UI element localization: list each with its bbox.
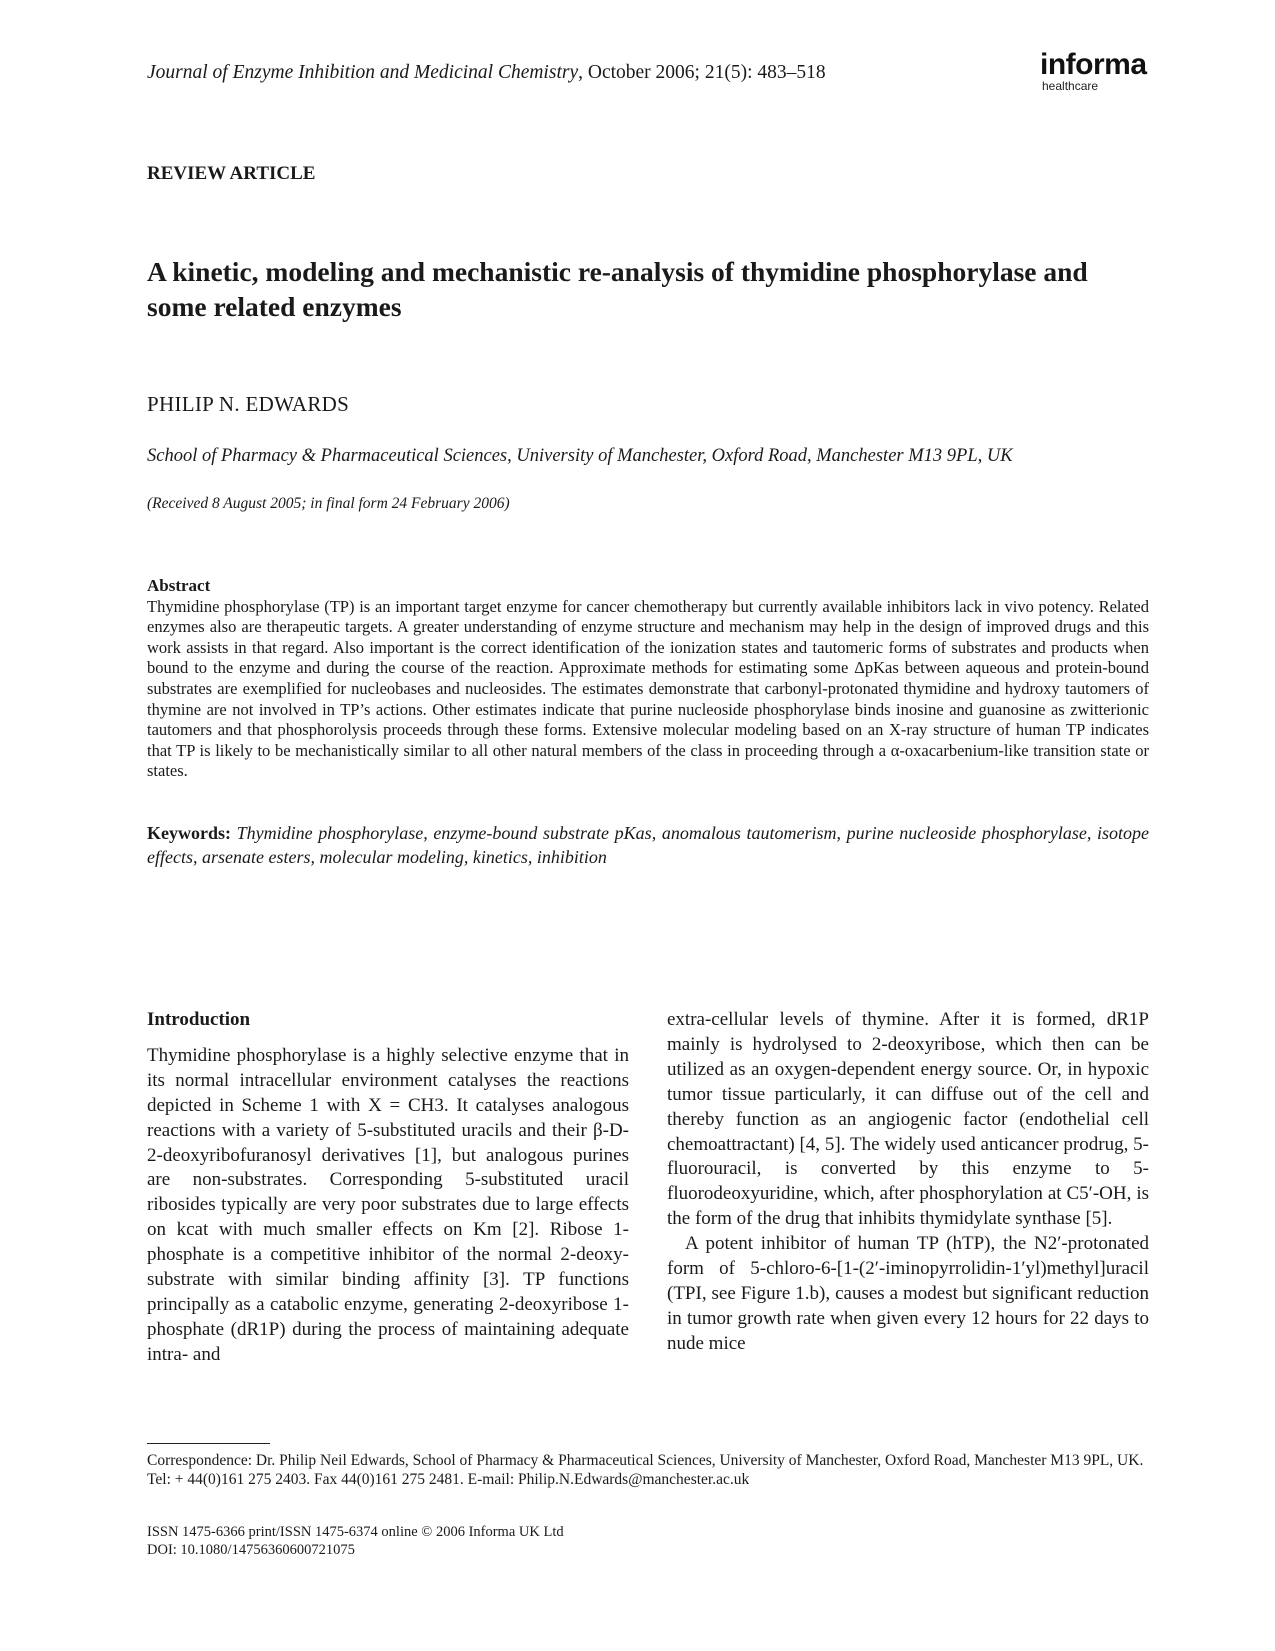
journal-citation [147,62,826,84]
logo-brand: informa [1040,48,1147,81]
intro-paragraph-2: extra-cellular levels of thymine. After it is formed, dR1P mainly is hydrolysed to 2-deoxyribose, which then can be utilized as an oxygen-dependent energy source. Or, in hypoxic tumor tissue particularly, it can diffuse out of the cell and thereby function as an angiogenic factor (endothelial cell chemoattractant) [4, 5]. The widely used anticancer prodrug, 5-fluorouracil, is converted by this enzyme to 5-fluorodeoxyuridine, which, after phosphorylation at C5′-OH, is the form of the drug that inhibits thymidylate synthase [5]. [667,1009,1149,1230]
keywords-label: Keywords: [147,823,231,843]
doi-line: DOI: 10.1080/14756360600721075 [147,1541,355,1558]
received-dates: (Received 8 August 2005; in final form 24 February 2006) [147,495,510,512]
intro-paragraph-1: Thymidine phosphorylase is a highly selective enzyme that in its normal intracellular environment catalyses the reactions depicted in Scheme 1 with X = CH3. It catalyses analogous reactions with a variety of 5-substituted uracils and their β-D-2-deoxyribofuranosyl derivatives [1], but analogous purines are non-substrates. Corresponding 5-substituted uracil ribosides typically are very poor substrates due to large effects on kcat with much smaller effects on Km [2]. Ribose 1-phosphate is a competitive inhibitor of the normal 2-deoxy-substrate with similar binding affinity [3]. TP functions principally as a catabolic enzyme, generating 2-deoxyribose 1-phosphate (dR1P) during the process of maintaining adequate intra- and [147,1044,629,1365]
journal-name: Journal of Enzyme Inhibition and Medicinal Chemistry [147,62,579,83]
footnote-divider [147,1443,270,1444]
left-column [147,1008,629,1368]
issn-line: ISSN 1475-6366 print/ISSN 1475-6374 online © 2006 Informa UK Ltd [147,1524,564,1540]
abstract-heading: Abstract [147,576,211,595]
correspondence-footnote: Correspondence: Dr. Philip Neil Edwards, School of Pharmacy & Pharmaceutical Sciences, University of Manchester, Oxford Road, Manchester M13 9PL, UK. Tel: + 44(0)161 275 2403. Fax 44(0)161 275 2481. E-mail: Philip.N.Edwards@manchester.ac.uk [147,1452,1144,1488]
logo-subtitle: healthcare [1042,79,1099,93]
abstract-body: Thymidine phosphorylase (TP) is an important target enzyme for cancer chemotherapy but currently available inhibitors lack in vivo potency. Related enzymes also are therapeutic targets. A greater understanding of enzyme structure and mechanism may help in the design of improved drugs and this work assists in that regard. Also important is the correct identification of the ionization states and tautomeric forms of substrates and products when bound to the enzyme and during the course of the reaction. Approximate methods for estimating some ΔpKas between aqueous and protein-bound substrates are exemplified for nucleobases and nucleosides. The estimates demonstrate that carbonyl-protonated thymidine and hydroxy tautomers of thymine are not involved in TP’s actions. Other estimates indicate that purine nucleoside phosphorylase binds inosine and guanosine as zwitterionic tautomers and that phosphorolysis proceeds through these forms. Extensive molecular modeling based on an X-ray structure of human TP indicates that TP is likely to be mechanistically similar to all other natural members of the class in proceeding through a α-oxacarbenium-like transition state or states. [147,596,1149,781]
issn-info [147,1524,564,1559]
intro-paragraph-3: A potent inhibitor of human TP (hTP), the N2′-protonated form of 5-chloro-6-[1-(2′-iminopyrrolidin-1′yl)methyl]uracil (TPI, see Figure 1.b), causes a modest but significant reduction in tumor growth rate when given every 12 hours for 22 days to nude mice [667,1233,1149,1354]
keywords-section [147,822,1149,869]
introduction-heading: Introduction [147,1009,251,1030]
publisher-logo [1040,50,1150,93]
author-name: PHILIP N. EDWARDS [147,392,350,416]
journal-issue: , October 2006; 21(5): 483–518 [578,62,826,83]
article-title: A kinetic, modeling and mechanistic re-analysis of thymidine phosphorylase and some related enzymes [147,256,1088,322]
right-column [667,1008,1149,1357]
article-type: REVIEW ARTICLE [147,163,316,184]
keywords-list: Thymidine phosphorylase, enzyme-bound substrate pKas, anomalous tautomerism, purine nucleoside phosphorylase, isotope effects, arsenate esters, molecular modeling, kinetics, inhibition [147,823,1150,867]
abstract-section [147,576,1149,782]
author-affiliation: School of Pharmacy & Pharmaceutical Sciences, University of Manchester, Oxford Road, Manchester M13 9PL, UK [147,446,1013,466]
